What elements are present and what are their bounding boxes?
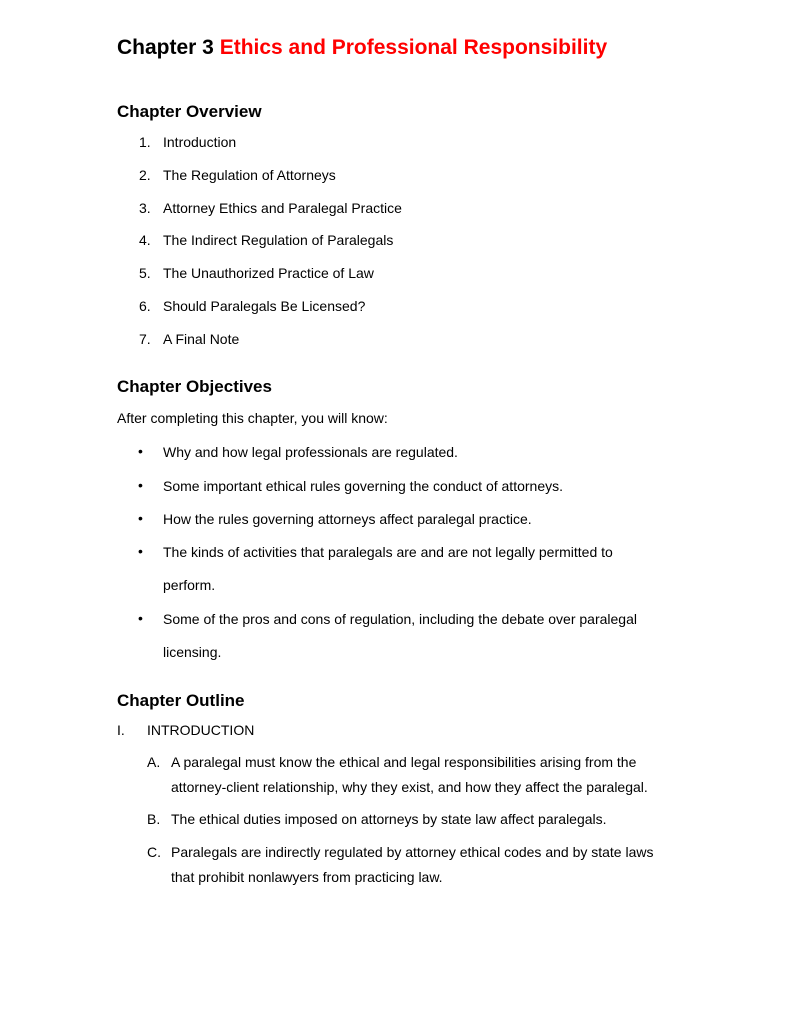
outline-item-text-continued: that prohibit nonlawyers from practicing law. xyxy=(171,869,443,885)
outline-section-title: INTRODUCTION xyxy=(147,722,255,738)
objective-text-continued: licensing. xyxy=(163,644,222,660)
objectives-intro: After completing this chapter, you will know: xyxy=(117,410,388,426)
outline-item-letter: A. xyxy=(147,754,161,770)
overview-item-number: 4. xyxy=(139,232,151,248)
objective-text: The kinds of activities that paralegals are and are not legally permitted to xyxy=(163,544,613,560)
objective-text: Some of the pros and cons of regulation, including the debate over paralegal xyxy=(163,611,637,627)
outline-item-text-continued: attorney-client relationship, why they exist, and how they affect the paralegal. xyxy=(171,779,648,795)
outline-item-letter: B. xyxy=(147,811,161,827)
outline-section-number: I. xyxy=(117,722,125,738)
chapter-title xyxy=(117,36,607,60)
objective-text-continued: perform. xyxy=(163,577,216,593)
outline-item-letter: C. xyxy=(147,844,161,860)
overview-item-text: The Regulation of Attorneys xyxy=(163,167,336,183)
overview-item-number: 3. xyxy=(139,200,151,216)
overview-item-number: 2. xyxy=(139,167,151,183)
outline-item-text: A paralegal must know the ethical and legal responsibilities arising from the xyxy=(171,754,637,770)
overview-item-text: A Final Note xyxy=(163,331,240,347)
objective-text: Some important ethical rules governing the conduct of attorneys. xyxy=(163,478,563,494)
bullet-marker: • xyxy=(138,443,143,459)
overview-item-text: Attorney Ethics and Paralegal Practice xyxy=(163,200,402,216)
objective-text: Why and how legal professionals are regulated. xyxy=(163,444,458,460)
outline-item-text: The ethical duties imposed on attorneys by state law affect paralegals. xyxy=(171,811,607,827)
objective-text: How the rules governing attorneys affect paralegal practice. xyxy=(163,511,532,527)
overview-heading: Chapter Overview xyxy=(117,102,262,121)
bullet-marker: • xyxy=(138,510,143,526)
overview-item-number: 5. xyxy=(139,265,151,281)
overview-item-text: The Indirect Regulation of Paralegals xyxy=(163,232,394,248)
overview-item-text: The Unauthorized Practice of Law xyxy=(163,265,374,281)
objectives-heading: Chapter Objectives xyxy=(117,377,272,396)
chapter-title-main: Ethics and Professional Responsibility xyxy=(219,36,608,59)
outline-heading: Chapter Outline xyxy=(117,691,245,710)
overview-item-text: Should Paralegals Be Licensed? xyxy=(163,298,366,314)
overview-item-number: 1. xyxy=(139,134,151,150)
bullet-marker: • xyxy=(138,543,143,559)
overview-item-number: 7. xyxy=(139,331,151,347)
bullet-marker: • xyxy=(138,477,143,493)
overview-item-text: Introduction xyxy=(163,134,237,150)
outline-item-text: Paralegals are indirectly regulated by attorney ethical codes and by state laws xyxy=(171,844,654,860)
bullet-marker: • xyxy=(138,610,143,626)
chapter-number: Chapter 3 xyxy=(117,36,214,59)
overview-item-number: 6. xyxy=(139,298,151,314)
